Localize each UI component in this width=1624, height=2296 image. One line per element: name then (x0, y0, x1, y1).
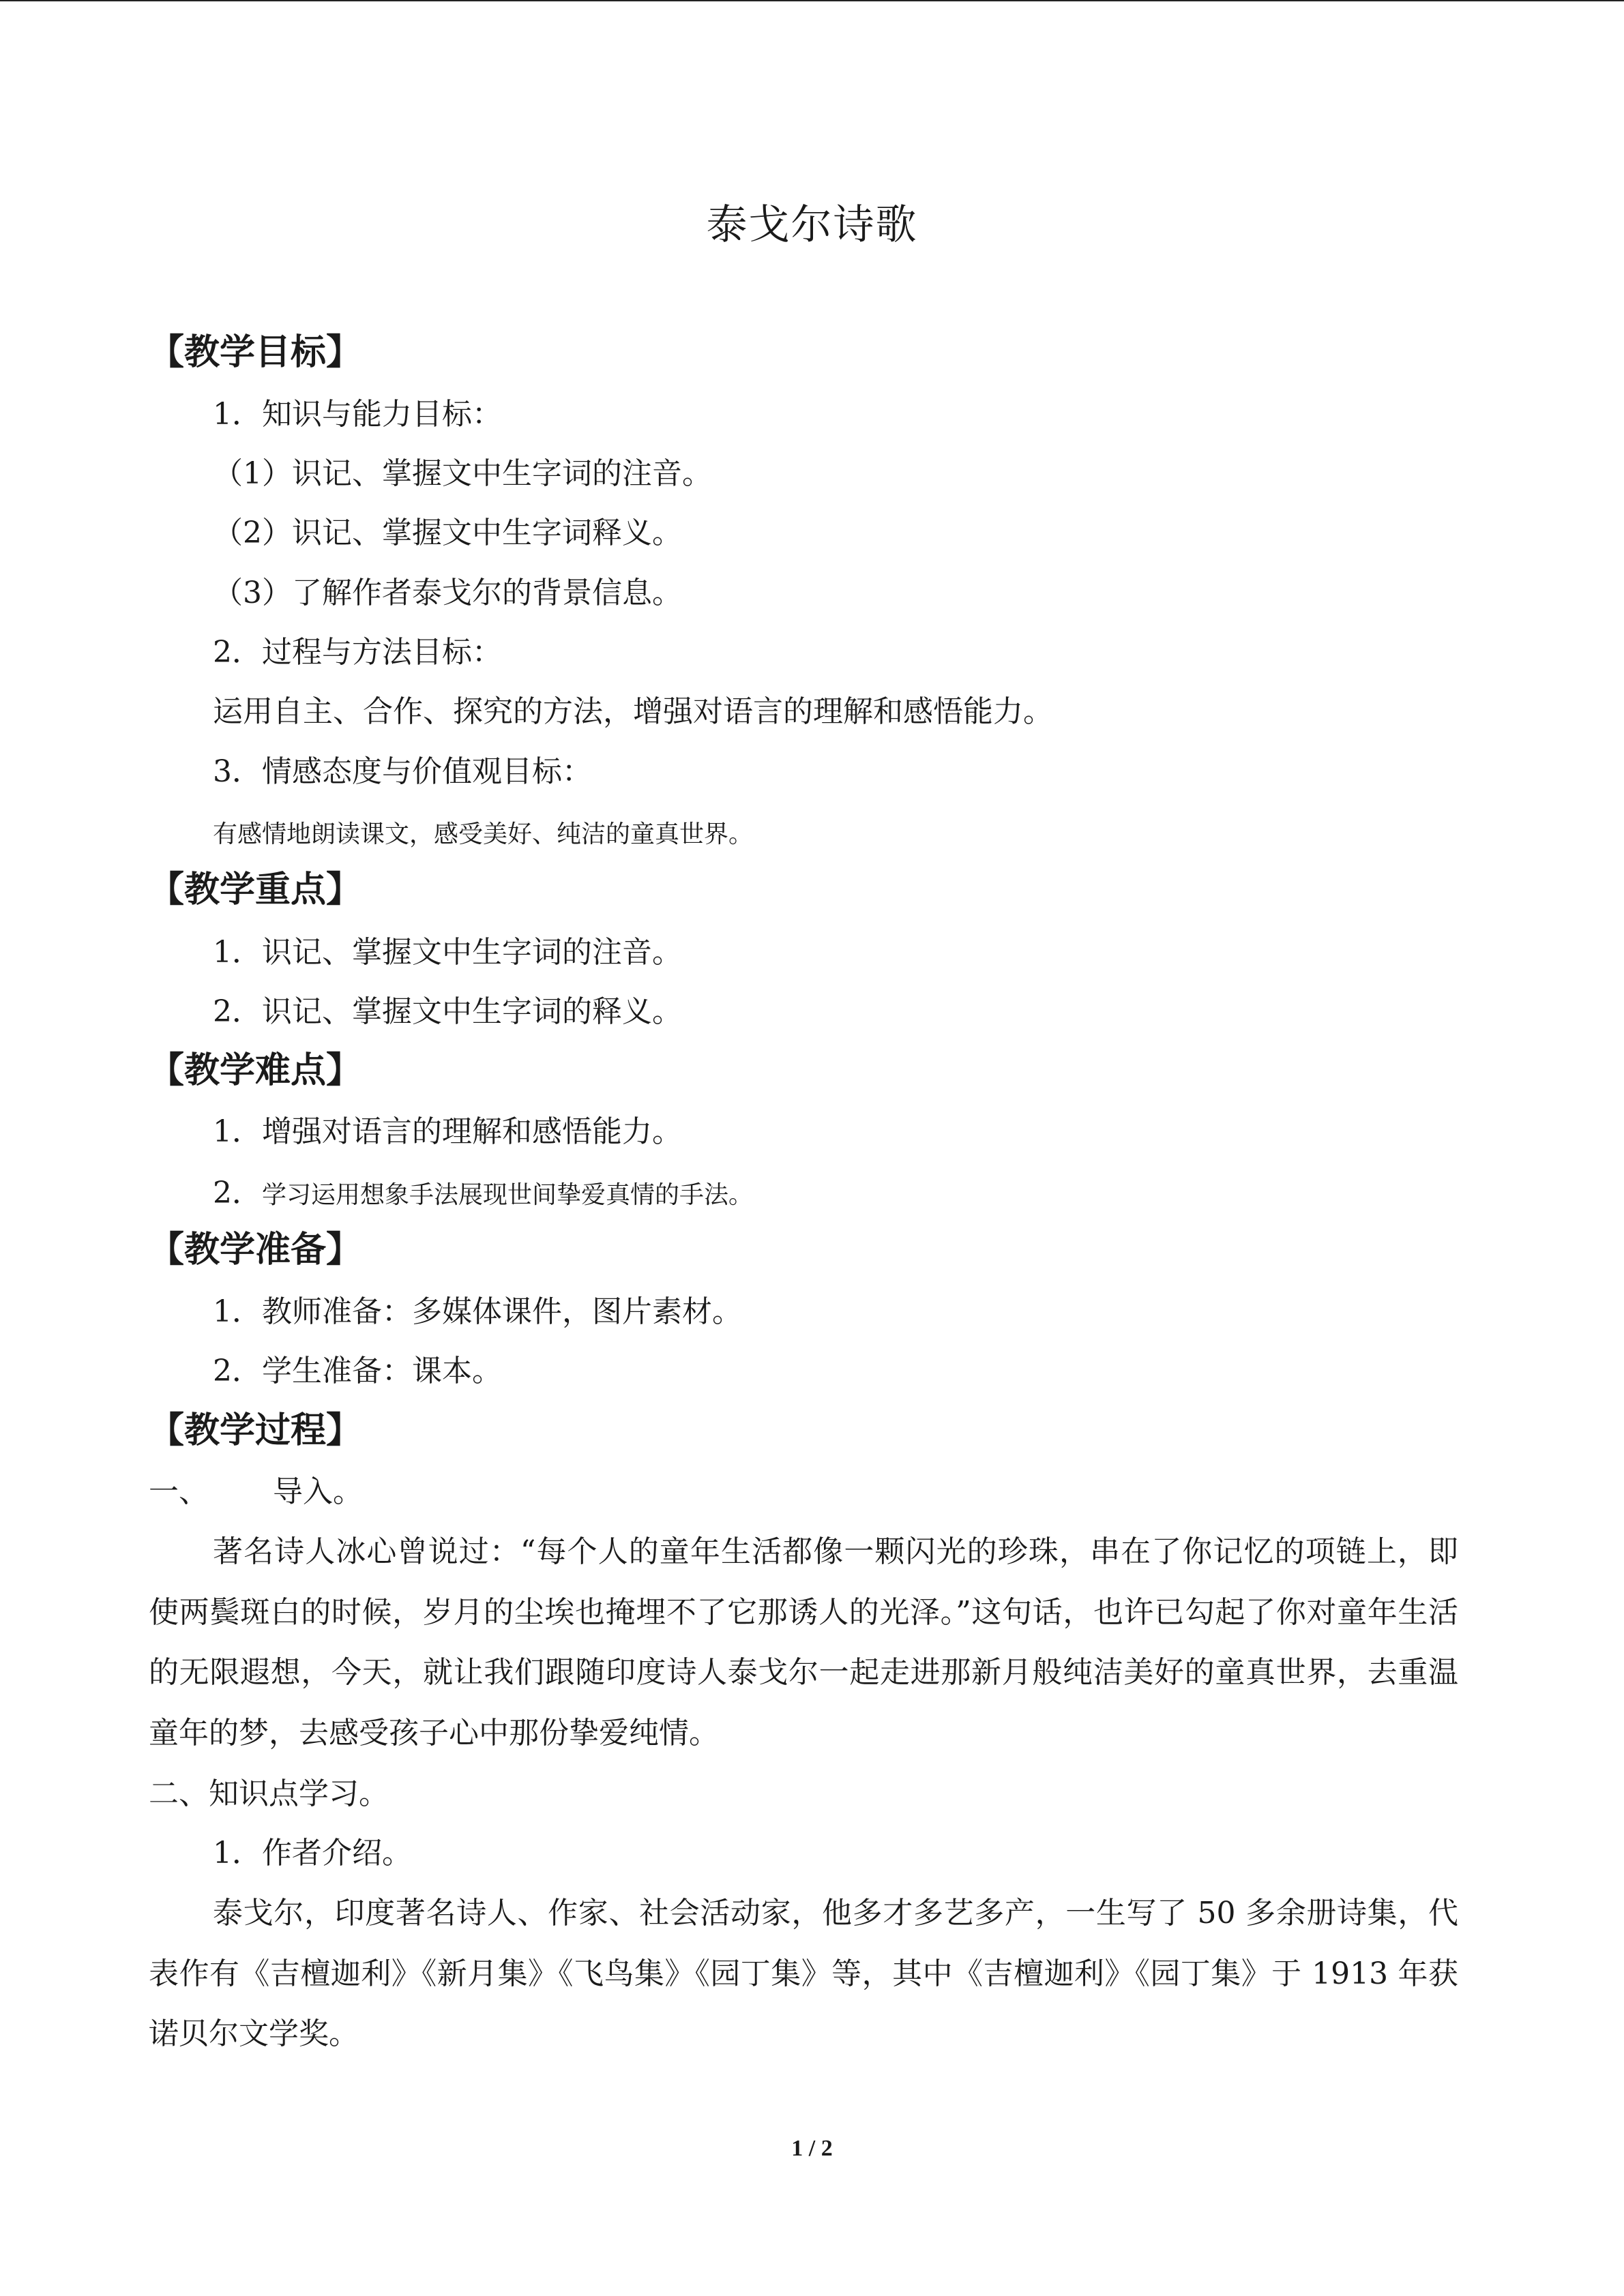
objective-item-3-text: 有感情地朗读课文，感受美好、纯洁的童真世界。 (213, 820, 754, 848)
process-step-1 (149, 1472, 363, 1512)
objective-item-3: 3．情感态度与价值观目标： (213, 754, 592, 789)
heading-objectives: 【教学目标】 (149, 332, 362, 373)
page-top-border (0, 0, 1624, 1)
process-step-2-item-1: 1．作者介绍。 (213, 1836, 412, 1870)
process-step-1-paragraph: 著名诗人冰心曾说过：“每个人的童年生活都像一颗闪光的珍珠，串在了你记忆的项链上，即使两鬓斑白的时候，岁月的尘埃也掩埋不了它那诱人的光泽。”这句话，也许已勾起了你对童年生活的无限遐想，今天，就让我们跟随印度诗人泰戈尔一起走进那新月般纯洁美好的童真世界，去重温童年的梦，去感受孩子心中那份挚爱纯情。 (149, 1534, 1458, 1750)
objective-item-2: 2．过程与方法目标： (213, 635, 502, 670)
heading-difficulties: 【教学难点】 (149, 1050, 362, 1091)
objective-sub-2: （2）识记、掌握文中生字词释义。 (213, 516, 682, 550)
key-point-item-1: 1．识记、掌握文中生字词的注音。 (213, 935, 682, 970)
difficulty-item-2-number: 2． (213, 1176, 262, 1210)
key-point-item-2: 2．识记、掌握文中生字词的释义。 (213, 994, 682, 1029)
heading-preparation: 【教学准备】 (149, 1229, 362, 1270)
difficulty-item-2-text: 学习运用想象手法展现世间挚爱真情的手法。 (262, 1181, 754, 1209)
heading-key-points: 【教学重点】 (149, 869, 362, 910)
page-number: 1 / 2 (791, 2136, 833, 2161)
document-title: 泰戈尔诗歌 (706, 201, 918, 249)
process-step-2-item-1-paragraph: 泰戈尔，印度著名诗人、作家、社会活动家，他多才多艺多产，一生写了 50 多余册诗集，代表作有《吉檀迦利》《新月集》《飞鸟集》《园丁集》等，其中《吉檀迦利》《园丁集》于 1913 年获诺贝尔文学奖。 (149, 1896, 1458, 2051)
objective-item-2-text: 运用自主、合作、探究的方法，增强对语言的理解和感悟能力。 (213, 694, 1053, 729)
objective-sub-1: （1）识记、掌握文中生字词的注音。 (213, 456, 712, 491)
preparation-item-1: 1．教师准备：多媒体课件，图片素材。 (213, 1294, 742, 1329)
process-step-2: 二、知识点学习。 (149, 1776, 389, 1811)
objective-sub-3: （3）了解作者泰戈尔的背景信息。 (213, 576, 682, 610)
preparation-item-2: 2．学生准备：课本。 (213, 1354, 502, 1388)
process-step-1-number: 一、 (149, 1474, 209, 1509)
heading-process: 【教学过程】 (149, 1410, 362, 1451)
difficulty-item-2 (213, 1173, 753, 1216)
difficulty-item-1: 1．增强对语言的理解和感悟能力。 (213, 1114, 682, 1149)
process-step-1-label: 导入。 (273, 1474, 363, 1509)
objective-item-1: 1．知识与能力目标： (213, 397, 502, 432)
